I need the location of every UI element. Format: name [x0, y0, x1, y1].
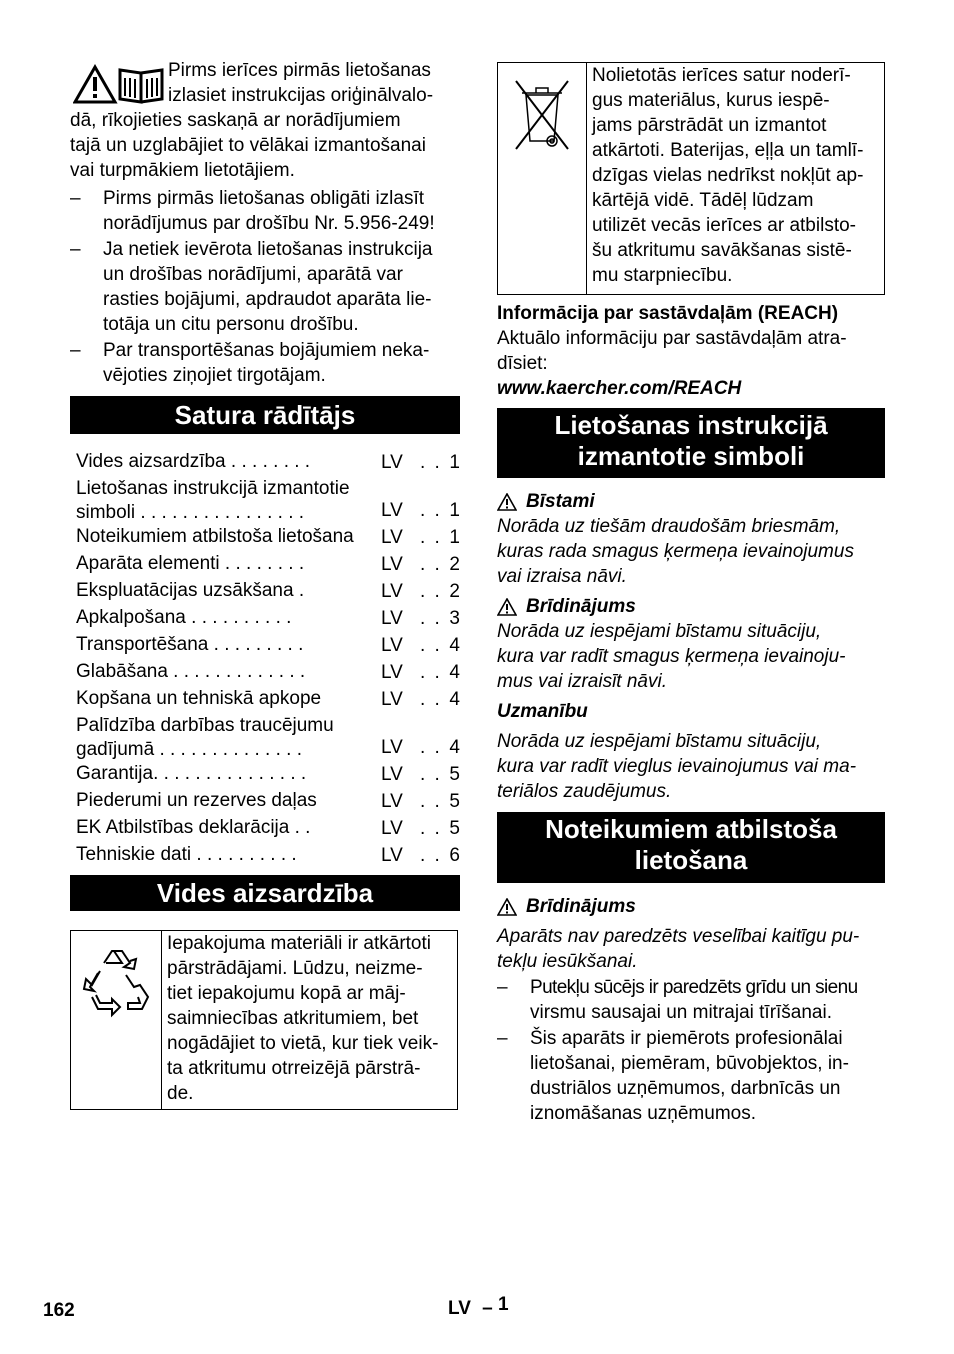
intended-use-warning-heading: Brīdinājums [497, 894, 885, 919]
intro-section [70, 58, 460, 183]
intro-line: vai turpmākiem lietotājiem. [70, 160, 295, 181]
danger-heading: Bīstami [497, 489, 885, 514]
toc-row[interactable]: Vides aizsardzība . . . . . . . . LV . . 1 [76, 451, 460, 473]
weee-box [497, 62, 885, 295]
toc-heading: Satura rādītājs [70, 396, 460, 434]
toc-row[interactable]: Ekspluatācijas uzsākšana . LV . . 2 [76, 580, 460, 602]
toc-row[interactable]: Kopšana un tehniskā apkope LV . . 4 [76, 688, 460, 710]
warning-triangle-icon [497, 598, 517, 616]
toc-row[interactable]: EK Atbilstības deklarācija . . LV . . 5 [76, 817, 460, 839]
warning-and-manual-icon [73, 64, 165, 104]
reach-heading: Informācija par sastāvdaļām (REACH) [497, 303, 839, 324]
intro-line: dā, rīkojieties saskaņā ar norādījumiem [70, 110, 401, 131]
toc-row[interactable]: Lietošanas instrukcijā izmantotie simboli . . . . . . . . . . . . . . . . LV . . 1 [76, 478, 460, 523]
intended-use-bullets [497, 975, 885, 1126]
warning-heading: Brīdinājums [497, 594, 885, 619]
toc-row[interactable]: Apkalpošana . . . . . . . . . . LV . . 3 [76, 607, 460, 629]
language-page-marker: LV – 1 [448, 1294, 509, 1319]
page-number: 162 [43, 1300, 75, 1321]
list-item: – Pirms pirmās lietošanas obligāti izlasīt norādījumus par drošību Nr. 5.956-249! [70, 188, 435, 234]
list-item: – Šis aparāts ir piemērots profesionālai lietošanai, piemēram, būvobjektos, in- dustriālos uzņēmumos, darbnīcās un iznomāšanas uzņēmumos. [497, 1028, 849, 1124]
toc-row[interactable]: Noteikumiem atbilstoša lietošana LV . . 1 [76, 526, 460, 548]
toc-row[interactable]: Garantija. . . . . . . . . . . . . . . LV . . 5 [76, 763, 460, 785]
recycle-icon [78, 945, 154, 1021]
reach-section: Informācija par sastāvdaļām (REACH) Aktuālo informāciju par sastāvdaļām atra- dīsiet: www.kaercher.com/REACH [497, 301, 885, 401]
table-of-contents [70, 450, 460, 870]
danger-text: Norāda uz tiešām draudošām briesmām, kuras rada smagus ķermeņa ievainojumus vai izraisa nāvi. [497, 516, 854, 587]
intro-line: tajā un uzglabājiet to vēlākai izmantošanai [70, 135, 426, 156]
toc-row[interactable]: Tehniskie dati . . . . . . . . . . LV . . 6 [76, 844, 460, 866]
intro-line: izlasiet instrukcijas oriģinālvalo- [168, 85, 434, 106]
recycle-text: Iepakojuma materiāli ir atkārtoti pārstrādājami. Lūdzu, neizme- tiet iepakojumu kopā ar māj- saimniecības atkritumiem, bet nogādājiet to vietā, kur tiek veik- ta atkritumu otrreizējā pārstrā- de. [167, 933, 439, 1104]
list-item: – Putekļu sūcējs ir paredzēts grīdu un sienu virsmu sausajai un mitrajai tīrīšanai. [497, 977, 858, 1023]
right-column [497, 62, 885, 1126]
left-column [70, 58, 460, 1110]
intro-bullets [70, 186, 460, 388]
toc-row[interactable]: Transportēšana . . . . . . . . . LV . . 4 [76, 634, 460, 656]
symbols-heading: Lietošanas instrukcijā izmantotie simboli [497, 408, 885, 478]
environment-heading: Vides aizsardzība [70, 875, 460, 911]
toc-row[interactable]: Palīdzība darbības traucējumu gadījumā . . . . . . . . . . . . . . LV . . 4 [76, 715, 460, 760]
toc-row[interactable]: Glabāšana . . . . . . . . . . . . . LV . . 4 [76, 661, 460, 683]
list-item: – Par transportēšanas bojājumiem neka- vējoties ziņojiet tirgotājam. [70, 340, 430, 386]
warning-triangle-icon [497, 493, 517, 511]
caution-text: Norāda uz iespējami bīstamu situāciju, kura var radīt vieglus ievainojumus vai ma- teriālos zaudējumus. [497, 731, 857, 802]
toc-row[interactable]: Piederumi un rezerves daļas LV . . 5 [76, 790, 460, 812]
warning-text: Norāda uz iespējami bīstamu situāciju, kura var radīt smagus ķermeņa ievainoju- mus vai izraisīt nāvi. [497, 621, 846, 692]
toc-row[interactable]: Aparāta elementi . . . . . . . . LV . . 2 [76, 553, 460, 575]
recycle-icon-cell [71, 931, 162, 1109]
weee-icon-cell [498, 63, 587, 294]
intended-use-heading: Noteikumiem atbilstoša lietošana [497, 812, 885, 883]
intended-use-warning-text: Aparāts nav paredzēts veselībai kaitīgu pu- tekļu iesūkšanai. [497, 926, 860, 972]
caution-heading: Uzmanību [497, 701, 588, 722]
recycle-box [70, 930, 458, 1110]
intro-line: Pirms ierīces pirmās lietošanas [168, 60, 431, 81]
crossed-bin-icon [512, 75, 572, 155]
list-item: – Ja netiek ievērota lietošanas instrukcija un drošības norādījumi, aparātā var rasties bojājumi, apdraudot aparāta lie- totāja un citu personu drošību. [70, 239, 433, 335]
weee-text: Nolietotās ierīces satur noderī- gus materiālus, kurus iespē- jams pārstrādāt un izmantot atkārtoti. Baterijas, eļļa un tamlī- dzīgas vielas nedrīkst nokļūt ap- kārtējā vidē. Tādēļ lūdzam utilizēt vecās ierīces ar atbilsto- šu atkritumu savākšanas sistē- mu starpniecību. [592, 65, 864, 286]
warning-triangle-icon [497, 898, 517, 916]
reach-link[interactable]: www.kaercher.com/REACH [497, 378, 742, 399]
